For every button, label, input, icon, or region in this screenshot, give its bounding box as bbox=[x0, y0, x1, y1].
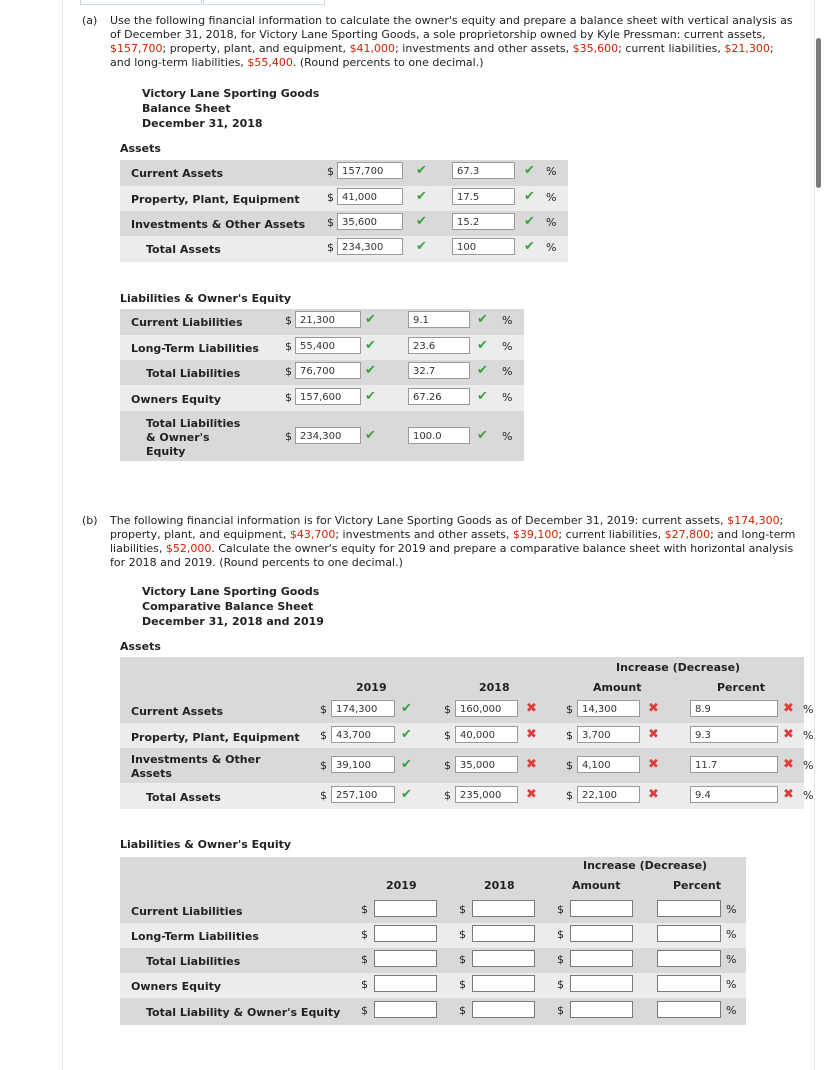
col-2019: 2019 bbox=[356, 681, 387, 694]
incorrect-x-icon: ✖ bbox=[648, 787, 659, 802]
percent-sign: % bbox=[803, 703, 814, 716]
dollar-sign: $ bbox=[285, 314, 292, 327]
correct-check-icon: ✔ bbox=[416, 239, 427, 254]
y2018-input[interactable]: 235,000 bbox=[455, 786, 518, 803]
correct-check-icon: ✔ bbox=[365, 312, 376, 327]
dollar-sign: $ bbox=[361, 978, 368, 991]
correct-check-icon: ✔ bbox=[401, 727, 412, 742]
correct-check-icon: ✔ bbox=[477, 363, 488, 378]
amount-input[interactable]: 157,700 bbox=[337, 162, 403, 179]
percent-input[interactable] bbox=[657, 1001, 721, 1018]
incorrect-x-icon: ✖ bbox=[783, 701, 794, 716]
incorrect-x-icon: ✖ bbox=[648, 757, 659, 772]
row-label-line1: Investments & Other bbox=[131, 753, 261, 766]
dollar-sign: $ bbox=[557, 928, 564, 941]
incorrect-x-icon: ✖ bbox=[648, 727, 659, 742]
part-a-line4: and long-term liabilities, $55,400. (Round percents to one decimal.) bbox=[110, 56, 484, 69]
dollar-sign: $ bbox=[320, 759, 327, 772]
y2019-input[interactable]: 43,700 bbox=[331, 726, 395, 743]
dollar-sign: $ bbox=[566, 729, 573, 742]
part-b-assets-heading: Assets bbox=[120, 640, 161, 653]
dollar-sign: $ bbox=[327, 191, 334, 204]
correct-check-icon: ✔ bbox=[524, 163, 535, 178]
dollar-sign: $ bbox=[566, 789, 573, 802]
part-b-date: December 31, 2018 and 2019 bbox=[142, 615, 324, 628]
percent-input[interactable] bbox=[657, 900, 721, 917]
correct-check-icon: ✔ bbox=[477, 338, 488, 353]
col-2018: 2018 bbox=[479, 681, 510, 694]
correct-check-icon: ✔ bbox=[524, 214, 535, 229]
percent-sign: % bbox=[726, 953, 737, 966]
correct-check-icon: ✔ bbox=[477, 312, 488, 327]
liab-incdec-header: Increase (Decrease) bbox=[583, 859, 708, 872]
y2018-input[interactable] bbox=[472, 1001, 535, 1018]
correct-check-icon: ✔ bbox=[416, 189, 427, 204]
total-label-line2: & Owner's bbox=[146, 431, 210, 444]
row-label: Current Assets bbox=[131, 705, 224, 718]
correct-check-icon: ✔ bbox=[416, 163, 427, 178]
col-percent: Percent bbox=[717, 681, 766, 694]
part-b-label: (b) bbox=[82, 514, 98, 527]
col-amount: Amount bbox=[593, 681, 642, 694]
amount-input[interactable] bbox=[570, 900, 633, 917]
percent-sign: % bbox=[726, 903, 737, 916]
row-label: Current Liabilities bbox=[131, 905, 243, 918]
correct-check-icon: ✔ bbox=[416, 214, 427, 229]
amount-input[interactable]: 41,000 bbox=[337, 188, 403, 205]
dollar-sign: $ bbox=[557, 953, 564, 966]
dollar-sign: $ bbox=[459, 978, 466, 991]
amount-input[interactable]: 3,700 bbox=[577, 726, 640, 743]
dollar-sign: $ bbox=[320, 789, 327, 802]
correct-check-icon: ✔ bbox=[477, 428, 488, 443]
dollar-sign: $ bbox=[285, 340, 292, 353]
amount-input[interactable]: 22,100 bbox=[577, 786, 640, 803]
row-label-line2: Assets bbox=[131, 767, 172, 780]
part-b-line3: liabilities, $52,000. Calculate the owner's equity for 2019 and prepare a comparative balance sheet with horizontal analysis bbox=[110, 542, 794, 555]
dollar-sign: $ bbox=[557, 903, 564, 916]
dollar-sign: $ bbox=[285, 365, 292, 378]
amount-input[interactable]: 14,300 bbox=[577, 700, 640, 717]
dollar-sign: $ bbox=[566, 759, 573, 772]
y2019-input[interactable] bbox=[374, 1001, 437, 1018]
row-label: Investments & Other Assets bbox=[131, 218, 306, 231]
incorrect-x-icon: ✖ bbox=[526, 787, 537, 802]
dollar-sign: $ bbox=[459, 953, 466, 966]
dollar-sign: $ bbox=[320, 729, 327, 742]
part-b-sheet-title: Comparative Balance Sheet bbox=[142, 600, 314, 613]
amount-input[interactable]: 55,400 bbox=[295, 337, 361, 354]
liab-col-2019: 2019 bbox=[386, 879, 417, 892]
percent-input[interactable]: 9.3 bbox=[690, 726, 778, 743]
correct-check-icon: ✔ bbox=[401, 757, 412, 772]
percent-input[interactable]: 32.7 bbox=[408, 362, 470, 379]
row-label: Total Assets bbox=[146, 243, 221, 256]
part-b-line1: The following financial information is for Victory Lane Sporting Goods as of December 31, 2019: current assets, $174,300; bbox=[110, 514, 784, 527]
row-label: Total Liability & Owner's Equity bbox=[146, 1006, 341, 1019]
y2018-input[interactable] bbox=[472, 900, 535, 917]
correct-check-icon: ✔ bbox=[365, 338, 376, 353]
amount-input[interactable]: 157,600 bbox=[295, 388, 361, 405]
correct-check-icon: ✔ bbox=[524, 239, 535, 254]
dollar-sign: $ bbox=[285, 430, 292, 443]
incorrect-x-icon: ✖ bbox=[526, 701, 537, 716]
correct-check-icon: ✔ bbox=[365, 428, 376, 443]
dollar-sign: $ bbox=[444, 789, 451, 802]
dollar-sign: $ bbox=[320, 703, 327, 716]
percent-input[interactable] bbox=[657, 925, 721, 942]
dollar-sign: $ bbox=[557, 978, 564, 991]
percent-sign: % bbox=[502, 391, 513, 404]
percent-sign: % bbox=[726, 928, 737, 941]
tab-b[interactable] bbox=[203, 0, 325, 5]
dollar-sign: $ bbox=[285, 391, 292, 404]
part-a-line1: Use the following financial information to calculate the owner's equity and prepare a balance sheet with vertical analysis as bbox=[110, 14, 793, 27]
percent-input[interactable]: 17.5 bbox=[452, 188, 515, 205]
row-label: Property, Plant, Equipment bbox=[131, 193, 300, 206]
dollar-sign: $ bbox=[327, 241, 334, 254]
row-label: Long-Term Liabilities bbox=[131, 930, 259, 943]
incorrect-x-icon: ✖ bbox=[783, 787, 794, 802]
amount-input[interactable]: 35,600 bbox=[337, 213, 403, 230]
part-b-line2: property, plant, and equipment, $43,700; investments and other assets, $39,100; current liabilities, $27,800; and long-term bbox=[110, 528, 796, 541]
part-a-assets-heading: Assets bbox=[120, 142, 161, 155]
dollar-sign: $ bbox=[459, 1004, 466, 1017]
dollar-sign: $ bbox=[327, 216, 334, 229]
percent-sign: % bbox=[803, 729, 814, 742]
part-a-liab-heading: Liabilities & Owner's Equity bbox=[120, 292, 292, 305]
part-b-line4: for 2018 and 2019. (Round percents to one decimal.) bbox=[110, 556, 403, 569]
row-label: Owners Equity bbox=[131, 980, 222, 993]
part-a-line2: of December 31, 2018, for Victory Lane Sporting Goods, a sole proprietorship owned by Kyle Pressman: current assets, bbox=[110, 28, 766, 41]
part-a-line3: $157,700; property, plant, and equipment, $41,000; investments and other assets, $35,600; current liabilities, $21,300; bbox=[110, 42, 774, 55]
y2018-input[interactable]: 35,000 bbox=[455, 756, 518, 773]
percent-sign: % bbox=[726, 1004, 737, 1017]
amount-input[interactable]: 21,300 bbox=[295, 311, 361, 328]
correct-check-icon: ✔ bbox=[477, 389, 488, 404]
percent-input[interactable]: 9.1 bbox=[408, 311, 470, 328]
correct-check-icon: ✔ bbox=[524, 189, 535, 204]
incdec-header: Increase (Decrease) bbox=[616, 661, 741, 674]
amount-input[interactable] bbox=[570, 1001, 633, 1018]
percent-sign: % bbox=[502, 365, 513, 378]
correct-check-icon: ✔ bbox=[401, 701, 412, 716]
percent-input[interactable] bbox=[657, 950, 721, 967]
percent-sign: % bbox=[546, 165, 557, 178]
percent-input[interactable] bbox=[657, 975, 721, 992]
correct-check-icon: ✔ bbox=[365, 363, 376, 378]
percent-sign: % bbox=[502, 430, 513, 443]
percent-sign: % bbox=[803, 759, 814, 772]
tab-a[interactable] bbox=[80, 0, 202, 5]
amount-input[interactable] bbox=[570, 950, 633, 967]
percent-sign: % bbox=[546, 191, 557, 204]
dollar-sign: $ bbox=[557, 1004, 564, 1017]
amount-input[interactable]: 4,100 bbox=[577, 756, 640, 773]
scrollbar-thumb[interactable] bbox=[816, 38, 821, 188]
row-label: Current Assets bbox=[131, 167, 224, 180]
total-label-line3: Equity bbox=[146, 445, 186, 458]
liab-col-2018: 2018 bbox=[484, 879, 515, 892]
y2018-input[interactable] bbox=[472, 950, 535, 967]
y2019-input[interactable]: 39,100 bbox=[331, 756, 395, 773]
row-label: Owners Equity bbox=[131, 393, 222, 406]
y2018-input[interactable] bbox=[472, 975, 535, 992]
part-a-label: (a) bbox=[82, 14, 98, 27]
dollar-sign: $ bbox=[361, 928, 368, 941]
incorrect-x-icon: ✖ bbox=[648, 701, 659, 716]
percent-sign: % bbox=[502, 314, 513, 327]
incorrect-x-icon: ✖ bbox=[526, 757, 537, 772]
amount-input[interactable]: 234,300 bbox=[295, 427, 361, 444]
content-left-border bbox=[62, 0, 63, 1070]
incorrect-x-icon: ✖ bbox=[783, 757, 794, 772]
y2019-input[interactable] bbox=[374, 900, 437, 917]
percent-input[interactable]: 100.0 bbox=[408, 427, 470, 444]
dollar-sign: $ bbox=[459, 903, 466, 916]
amount-input[interactable] bbox=[570, 975, 633, 992]
part-b-liab-heading: Liabilities & Owner's Equity bbox=[120, 838, 292, 851]
correct-check-icon: ✔ bbox=[401, 787, 412, 802]
part-a-date: December 31, 2018 bbox=[142, 117, 263, 130]
y2019-input[interactable] bbox=[374, 975, 437, 992]
total-label-line1: Total Liabilities bbox=[146, 417, 241, 430]
dollar-sign: $ bbox=[459, 928, 466, 941]
percent-input[interactable]: 15.2 bbox=[452, 213, 515, 230]
percent-sign: % bbox=[726, 978, 737, 991]
row-label: Current Liabilities bbox=[131, 316, 243, 329]
dollar-sign: $ bbox=[444, 759, 451, 772]
part-b-company: Victory Lane Sporting Goods bbox=[142, 585, 320, 598]
dollar-sign: $ bbox=[444, 729, 451, 742]
dollar-sign: $ bbox=[327, 165, 334, 178]
percent-input[interactable]: 67.3 bbox=[452, 162, 515, 179]
y2018-input[interactable]: 40,000 bbox=[455, 726, 518, 743]
incorrect-x-icon: ✖ bbox=[526, 727, 537, 742]
percent-input[interactable]: 23.6 bbox=[408, 337, 470, 354]
percent-input[interactable]: 67.26 bbox=[408, 388, 470, 405]
y2018-input[interactable] bbox=[472, 925, 535, 942]
percent-sign: % bbox=[502, 340, 513, 353]
percent-sign: % bbox=[803, 789, 814, 802]
row-label: Long-Term Liabilities bbox=[131, 342, 259, 355]
percent-sign: % bbox=[546, 241, 557, 254]
y2019-input[interactable]: 257,100 bbox=[331, 786, 395, 803]
row-label: Property, Plant, Equipment bbox=[131, 731, 300, 744]
dollar-sign: $ bbox=[361, 953, 368, 966]
amount-input[interactable] bbox=[570, 925, 633, 942]
amount-input[interactable]: 76,700 bbox=[295, 362, 361, 379]
dollar-sign: $ bbox=[361, 1004, 368, 1017]
percent-input[interactable]: 100 bbox=[452, 238, 515, 255]
correct-check-icon: ✔ bbox=[365, 389, 376, 404]
row-label: Total Liabilities bbox=[146, 955, 241, 968]
dollar-sign: $ bbox=[444, 703, 451, 716]
row-label: Total Assets bbox=[146, 791, 221, 804]
y2019-input[interactable]: 174,300 bbox=[331, 700, 395, 717]
row-label: Total Liabilities bbox=[146, 367, 241, 380]
liab-col-amount: Amount bbox=[572, 879, 621, 892]
part-a-company: Victory Lane Sporting Goods bbox=[142, 87, 320, 100]
percent-input[interactable]: 11.7 bbox=[690, 756, 778, 773]
part-a-sheet-title: Balance Sheet bbox=[142, 102, 231, 115]
percent-input[interactable]: 8.9 bbox=[690, 700, 778, 717]
dollar-sign: $ bbox=[566, 703, 573, 716]
percent-input[interactable]: 9.4 bbox=[690, 786, 778, 803]
liab-col-percent: Percent bbox=[673, 879, 722, 892]
incorrect-x-icon: ✖ bbox=[783, 727, 794, 742]
y2018-input[interactable]: 160,000 bbox=[455, 700, 518, 717]
y2019-input[interactable] bbox=[374, 950, 437, 967]
percent-sign: % bbox=[546, 216, 557, 229]
amount-input[interactable]: 234,300 bbox=[337, 238, 403, 255]
dollar-sign: $ bbox=[361, 903, 368, 916]
y2019-input[interactable] bbox=[374, 925, 437, 942]
